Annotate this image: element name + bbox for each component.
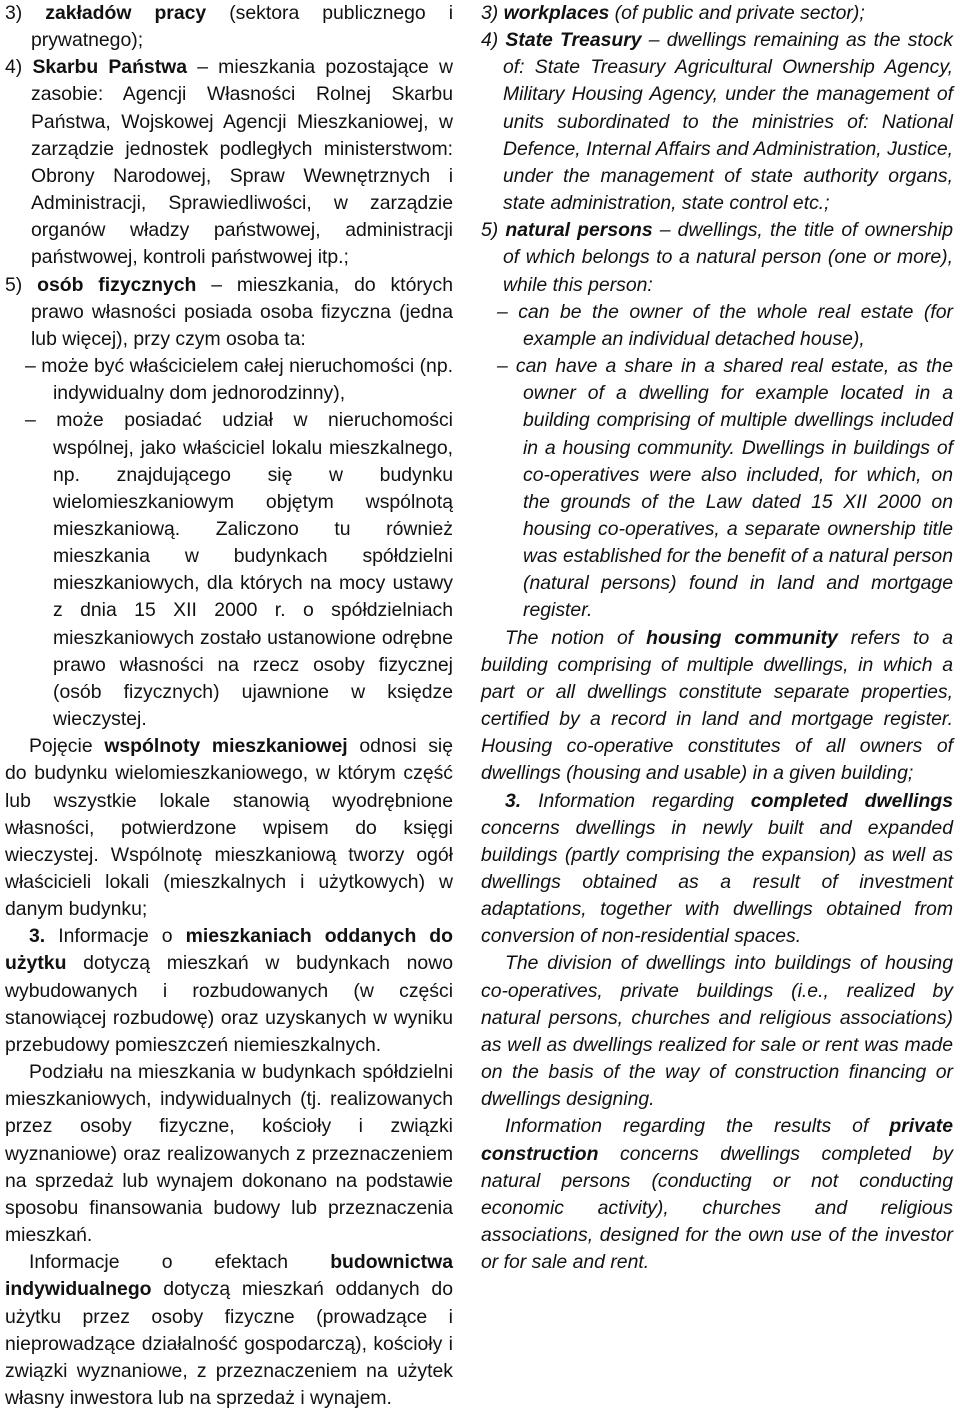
list-number: 5): [481, 219, 499, 242]
polish-column: [5, 0, 453, 1412]
text: odnosi się do budynku wielomieszkaniowego, w którym część lub wszystkie lokale stanowią wyodrębnione własności, potwierdzone wpisem do księgi wieczystej. Wspólnotę mieszkaniową tworzy ogół właścicieli lokali (mieszkalnych i użytkowych) w danym budynku;: [5, 735, 453, 921]
term: State Treasury: [505, 29, 642, 52]
pl-dash-item-1: – może być właścicielem całej nieruchomości (np. indywidualny dom jednorodzinny),: [25, 355, 453, 405]
en-item-4: [481, 27, 953, 217]
term: wspólnoty mieszkaniowej: [104, 735, 348, 758]
text: Informacje o efektach: [29, 1251, 288, 1274]
list-number: 4): [481, 29, 499, 52]
term: Skarbu Państwa: [32, 56, 188, 79]
text: Information regarding the results of: [505, 1115, 869, 1138]
section-number: 3.: [505, 789, 522, 812]
text: concerns dwellings completed by natural persons (conducting or not conducting economic activity), churches and religious associations, designed for the own use of the investor or for sale and rent.: [481, 1142, 953, 1274]
text: Information regarding: [538, 789, 734, 812]
en-paragraph-private-construction: [481, 1113, 953, 1276]
list-number: 3): [481, 2, 499, 24]
en-item-3: [481, 0, 953, 27]
list-number: 5): [5, 273, 23, 296]
term: mieszkaniach oddanych do użytku: [5, 925, 453, 975]
pl-paragraph-division: Podziału na mieszkania w budynkach spółdzielni mieszkaniowych, indywidualnych (tj. realizowanych przez osoby fizyczne, kościoły i związki wyznaniowe) oraz realizowanych z przeznaczeniem na sprzedaż lub wynajem dokonano na podstawie sposobu finansowania budowy lub przeznaczenia mieszkań.: [5, 1061, 453, 1247]
item-text: (sektora publicznego i prywatnego);: [31, 2, 454, 52]
en-dash-item-1: – can be the owner of the whole real estate (for example an individual detached house),: [497, 300, 953, 350]
list-number: 3): [5, 2, 23, 24]
term: budownictwa indywidualnego: [5, 1251, 454, 1301]
pl-item-5: [5, 272, 453, 353]
text: Pojęcie: [29, 735, 93, 758]
pl-item-3: [5, 0, 453, 54]
term: completed dwellings: [750, 789, 953, 812]
item-text: (of public and private sector);: [614, 2, 865, 24]
text: refers to a building comprising of multiple dwellings, in which a part or all dwellings constitute separate properties, certified by a record in land and mortgage register. Housing co-operative constitutes of all owners of dwellings (housing and usable) in a given building;: [481, 626, 953, 785]
english-column: [481, 0, 953, 1276]
en-dash-item-2: – can have a share in a shared real estate, as the owner of a dwelling for example located in a building comprising of multiple dwellings included in a housing community. Dwellings in buildings of co-operatives were also included, for which, on the grounds of the Law dated 15 XII 2000 on housing co-operatives, a separate ownership title was established for the benefit of a natural person (natural persons) found in land and mortgage register.: [497, 355, 953, 622]
term: private construction: [481, 1115, 953, 1165]
text: dotyczą mieszkań w budynkach nowo wybudowanych i rozbudowanych (w części stanowiącej rozbudowę) oraz uzyskanych w wyniku przebudowy pomieszczeń niemieszkalnych.: [5, 952, 453, 1056]
item-text: – mieszkania, do których prawo własności posiada osoba fizyczna (jedna lub więcej), przy czym osoba ta:: [31, 273, 453, 350]
term: workplaces: [503, 2, 610, 24]
text: The notion of: [505, 626, 634, 649]
term: osób fizycznych: [37, 273, 197, 296]
pl-paragraph-housing-community: [5, 733, 453, 923]
list-number: 4): [5, 56, 23, 79]
pl-paragraph-private-construction: [5, 1249, 453, 1412]
item-text: – dwellings remaining as the stock of: State Treasury Agricultural Ownership Agency, Military Housing Agency, under the management of units subordinated to the ministries of: National Defence, Internal Affairs and Administration, Justice, under the management of state authority organs, state administration, state control etc.;: [503, 29, 953, 215]
en-paragraph-housing-community: [481, 625, 953, 788]
section-number: 3.: [29, 925, 46, 948]
en-paragraph-completed-dwellings: [481, 788, 953, 951]
text: concerns dwellings in newly built and expanded buildings (partly comprising the expansion) as well as dwellings obtained as a result of investment adaptations, together with dwellings obtained from conversion of non-residential spaces.: [481, 816, 953, 948]
term: zakładów pracy: [45, 2, 207, 24]
term: housing community: [646, 626, 838, 649]
pl-dash-item-2: – może posiadać udział w nieruchomości wspólnej, jako właściciel lokalu mieszkalnego, np. znajdującego się w budynku wielomieszkaniowym objętym wspólnotą mieszkaniową. Zaliczono tu również mieszkania w budynkach spółdzielni mieszkaniowych, dla których na mocy ustawy z dnia 15 XII 2000 r. o spółdzielniach mieszkaniowych zostało ustanowione odrębne prawo własności na rzecz osoby fizycznej (osób fizycznych) ujawnione w księdze wieczystej.: [25, 409, 453, 731]
item-text: – dwellings, the title of ownership of which belongs to a natural person (one or more), while this person:: [503, 219, 954, 296]
en-paragraph-division: The division of dwellings into buildings of housing co-operatives, private buildings (i.e., realized by natural persons, churches and religious associations) as well as dwellings realized for sale or rent was made on the basis of the way of construction financing or dwellings designing.: [481, 952, 953, 1111]
text: Informacje o: [58, 925, 173, 948]
item-text: – mieszkania pozostające w zasobie: Agencji Własności Rolnej Skarbu Państwa, Wojskowej Agencji Mieszkaniowej, w zarządzie jednostek podległych ministerstwom: Obrony Narodowej, Spraw Wewnętrznych i Administracji, Sprawiedliwości, w zarządzie organów władzy państwowej, administracji państwowej, kontroli państwowej itp.;: [31, 56, 454, 269]
pl-paragraph-completed-dwellings: [5, 923, 453, 1059]
pl-item-4: [5, 54, 453, 271]
en-item-5: [481, 217, 953, 298]
text: dotyczą mieszkań oddanych do użytku przez osoby fizyczne (prowadzące i nieprowadzące działalność gospodarczą), kościoły i związki wyznaniowe, z przeznaczeniem na użytek własny inwestora lub na sprzedaż i wynajem.: [5, 1278, 453, 1409]
term: natural persons: [505, 219, 653, 242]
